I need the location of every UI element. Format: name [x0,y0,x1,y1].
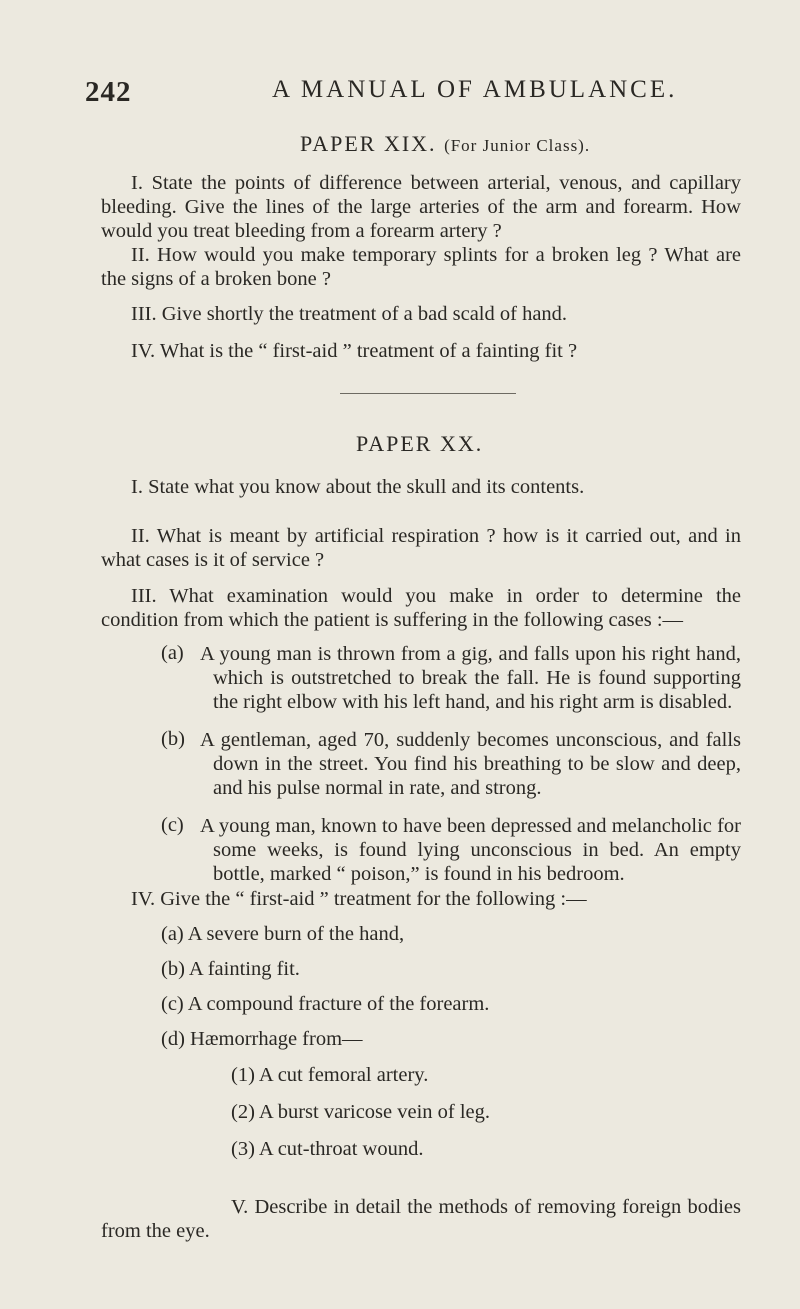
paper-19-question-3: III. Give shortly the treatment of a bad scald of hand. [131,303,568,325]
first-aid-item-b: (b) A fainting fit. [161,958,300,980]
paper-19-question-2: II. How would you make temporary splints for a broken leg ? What are the signs of a broken bone ? [101,244,741,290]
paper-20-question-4: IV. Give the “ first-aid ” treatment for the following :— [131,888,587,910]
paper-19-question-1: I. State the points of difference between arterial, venous, and capillary bleeding. Give the lines of the large arteries of the arm and forearm. How would you treat bleeding from a forearm artery ? [101,172,741,242]
page-number: 242 [85,76,132,108]
case-c-label: (c) [161,814,184,836]
first-aid-item-d: (d) Hæmorrhage from— [161,1028,363,1050]
case-c-text: A young man, known to have been depressed and melancholic for some weeks, is found lying unconscious in bed. An empty bottle, marked “ poison,” is found in his bedroom. [200,815,741,885]
haemorrhage-item-3: (3) A cut-throat wound. [231,1138,424,1160]
case-b-label: (b) [161,728,185,750]
paper-19-heading-main: PAPER XIX. [300,131,437,156]
case-b-text: A gentleman, aged 70, suddenly becomes unconscious, and falls down in the street. You find his breathing to be slow and deep, and his pulse normal in rate, and strong. [200,729,741,799]
paper-19-question-4: IV. What is the “ first-aid ” treatment of a fainting fit ? [131,340,578,362]
first-aid-item-c: (c) A compound fracture of the forearm. [161,993,490,1015]
case-a-label: (a) [161,642,184,664]
case-a-text: A young man is thrown from a gig, and falls upon his right hand, which is outstretched to break the fall. He is found supporting the right elbow with his left hand, and his right arm is disabled. [200,643,741,713]
section-divider [340,393,516,394]
paper-20-question-1: I. State what you know about the skull and its contents. [131,476,585,498]
paper-19-heading-sub: (For Junior Class). [444,136,591,155]
paper-20-question-5: V. Describe in detail the methods of removing foreign bodies from the eye. [101,1196,741,1242]
first-aid-item-a: (a) A severe burn of the hand, [161,923,405,945]
paper-19-heading [300,131,590,157]
paper-20-heading: PAPER XX. [356,431,484,456]
paper-20-question-2: II. What is meant by artificial respiration ? how is it carried out, and in what cases is it of service ? [101,525,741,571]
haemorrhage-item-2: (2) A burst varicose vein of leg. [231,1101,491,1123]
haemorrhage-item-1: (1) A cut femoral artery. [231,1064,429,1086]
running-title: A MANUAL OF AMBULANCE. [272,76,678,103]
paper-20-question-3: III. What examination would you make in order to determine the condition from which the patient is suffering in the following cases :— [101,585,741,631]
